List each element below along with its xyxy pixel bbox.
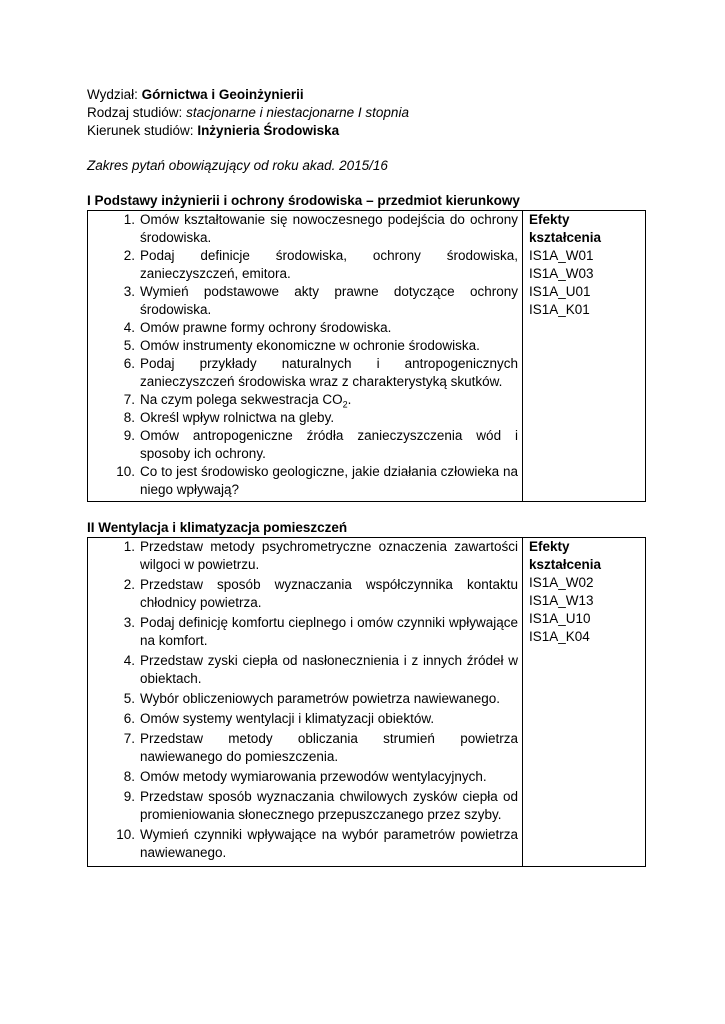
question-text [140, 283, 518, 319]
question-text [140, 337, 518, 355]
question-number: 3. [123, 284, 135, 299]
question-text-main: Podaj definicje środowiska, ochrony środowiska, zanieczyszczeń, emitora. [140, 248, 518, 281]
question-text-subscript: 2 [342, 399, 348, 410]
question-text-main: Omów antropogeniczne źródła zanieczyszczenia wód i sposoby ich ochrony. [140, 428, 518, 461]
question-item [88, 283, 518, 319]
question-item [88, 427, 518, 463]
question-text [140, 576, 518, 612]
question-item [88, 538, 518, 574]
question-number: 5. [123, 338, 135, 353]
question-text [140, 463, 518, 499]
question-number: 6. [123, 356, 135, 371]
faculty-value: Górnictwa i Geoinżynierii [141, 87, 304, 102]
question-text-main: Przedstaw sposób wyznaczania współczynnika kontaktu chłodnicy powietrza. [140, 577, 518, 610]
question-text-main: Omów instrumenty ekonomiczne w ochronie środowiska. [140, 338, 480, 353]
study-type-line [87, 104, 647, 122]
question-text [140, 652, 518, 688]
question-text-main: Określ wpływ rolnictwa na gleby. [140, 410, 335, 425]
question-text-main: Wymień podstawowe akty prawne dotyczące ochrony środowiska. [140, 284, 518, 317]
section-1-title: I Podstawy inżynierii i ochrony środowiska – przedmiot kierunkowy [87, 193, 520, 208]
question-text-main: Na czym polega sekwestracja CO [140, 392, 343, 407]
question-number: 8. [123, 769, 135, 784]
field-line [87, 122, 647, 140]
question-number: 9. [123, 428, 135, 443]
question-text [140, 788, 518, 824]
section-1-effects-header: Efekty kształcenia [529, 212, 602, 245]
question-item [88, 614, 518, 650]
section-1-question-list [88, 211, 518, 499]
question-number: 3. [123, 615, 135, 630]
question-number: 4. [123, 320, 135, 335]
section-1-effects-cell [523, 211, 646, 502]
question-item [88, 690, 518, 708]
question-number: 8. [123, 410, 135, 425]
effect-code: IS1A_W02 [529, 575, 594, 590]
question-item [88, 463, 518, 499]
question-text-main: Wybór obliczeniowych parametrów powietrza nawiewanego. [140, 691, 501, 706]
effect-code: IS1A_W01 [529, 248, 594, 263]
question-item [88, 355, 518, 391]
question-item [88, 788, 518, 824]
question-text-main: Omów prawne formy ochrony środowiska. [140, 320, 392, 335]
question-text [140, 355, 518, 391]
question-text [140, 826, 518, 862]
question-text-main: Podaj przykłady naturalnych i antropogenicznych zanieczyszczeń środowiska wraz z charakterystyką skutków. [140, 356, 518, 389]
faculty-label: Wydział: [87, 87, 142, 102]
question-text [140, 690, 518, 708]
question-number: 7. [123, 731, 135, 746]
effect-code: IS1A_U01 [529, 284, 591, 299]
study-type-label: Rodzaj studiów: [87, 105, 187, 120]
section-1-table [87, 210, 646, 502]
question-number: 6. [123, 711, 135, 726]
section-2-question-list [88, 538, 518, 862]
question-text [140, 319, 518, 337]
question-number: 2. [123, 248, 135, 263]
question-text-main: Omów metody wymiarowania przewodów wentylacyjnych. [140, 769, 487, 784]
question-text [140, 538, 518, 574]
section-1-questions-cell [88, 211, 523, 502]
question-text [140, 614, 518, 650]
effect-code: IS1A_W03 [529, 266, 594, 281]
question-item [88, 409, 518, 427]
effect-code: IS1A_W13 [529, 593, 594, 608]
question-item [88, 768, 518, 786]
section-2-effects-header: Efekty kształcenia [529, 539, 602, 572]
effect-code: IS1A_K01 [529, 302, 590, 317]
effect-code: IS1A_U10 [529, 611, 591, 626]
question-item [88, 730, 518, 766]
question-item [88, 247, 518, 283]
question-text-main: Omów kształtowanie się nowoczesnego podejścia do ochrony środowiska. [140, 212, 518, 245]
question-number: 10. [116, 827, 135, 842]
section-2-table [87, 537, 646, 867]
question-text [140, 409, 518, 427]
question-text [140, 768, 518, 786]
question-item [88, 576, 518, 612]
question-item [88, 710, 518, 728]
question-text [140, 391, 518, 409]
question-text-main: Przedstaw metody psychrometryczne oznaczenia zawartości wilgoci w powietrzu. [140, 539, 518, 572]
question-text-main: Podaj definicję komfortu cieplnego i omów czynniki wpływające na komfort. [140, 615, 518, 648]
question-text [140, 247, 518, 283]
question-text [140, 427, 518, 463]
question-item [88, 391, 518, 409]
field-value: Inżynieria Środowiska [197, 123, 340, 138]
question-item [88, 652, 518, 688]
document-page [87, 86, 647, 867]
scope-note: Zakres pytań obowiązujący od roku akad. 2015/16 [87, 158, 388, 173]
section-2-title: II Wentylacja i klimatyzacja pomieszczeń [87, 520, 348, 535]
effect-code: IS1A_K04 [529, 629, 590, 644]
study-type-value: stacjonarne i niestacjonarne I stopnia [186, 105, 409, 120]
question-item [88, 211, 518, 247]
question-text-end: . [347, 392, 352, 407]
question-text-main: Co to jest środowisko geologiczne, jakie działania człowieka na niego wpływają? [140, 464, 518, 497]
question-text [140, 710, 518, 728]
question-item [88, 319, 518, 337]
question-number: 2. [123, 577, 135, 592]
question-item [88, 826, 518, 862]
field-label: Kierunek studiów: [87, 123, 198, 138]
section-2-questions-cell [88, 538, 523, 867]
question-number: 5. [123, 691, 135, 706]
question-text-main: Wymień czynniki wpływające na wybór parametrów powietrza nawiewanego. [140, 827, 518, 860]
faculty-line [87, 86, 647, 104]
question-text [140, 211, 518, 247]
question-number: 1. [123, 539, 135, 554]
question-text-main: Przedstaw sposób wyznaczania chwilowych zysków ciepła od promieniowania słonecznego przepuszczanego przez szyby. [140, 789, 518, 822]
question-number: 4. [123, 653, 135, 668]
question-text-main: Omów systemy wentylacji i klimatyzacji obiektów. [140, 711, 435, 726]
question-item [88, 337, 518, 355]
question-number: 10. [116, 464, 135, 479]
section-2-effects-cell [523, 538, 646, 867]
question-text [140, 730, 518, 766]
question-number: 1. [123, 212, 135, 227]
question-number: 7. [123, 392, 135, 407]
question-text-main: Przedstaw metody obliczania strumień powietrza nawiewanego do pomieszczenia. [140, 731, 518, 764]
question-number: 9. [123, 789, 135, 804]
question-text-main: Przedstaw zyski ciepła od nasłonecznienia i z innych źródeł w obiektach. [140, 653, 518, 686]
